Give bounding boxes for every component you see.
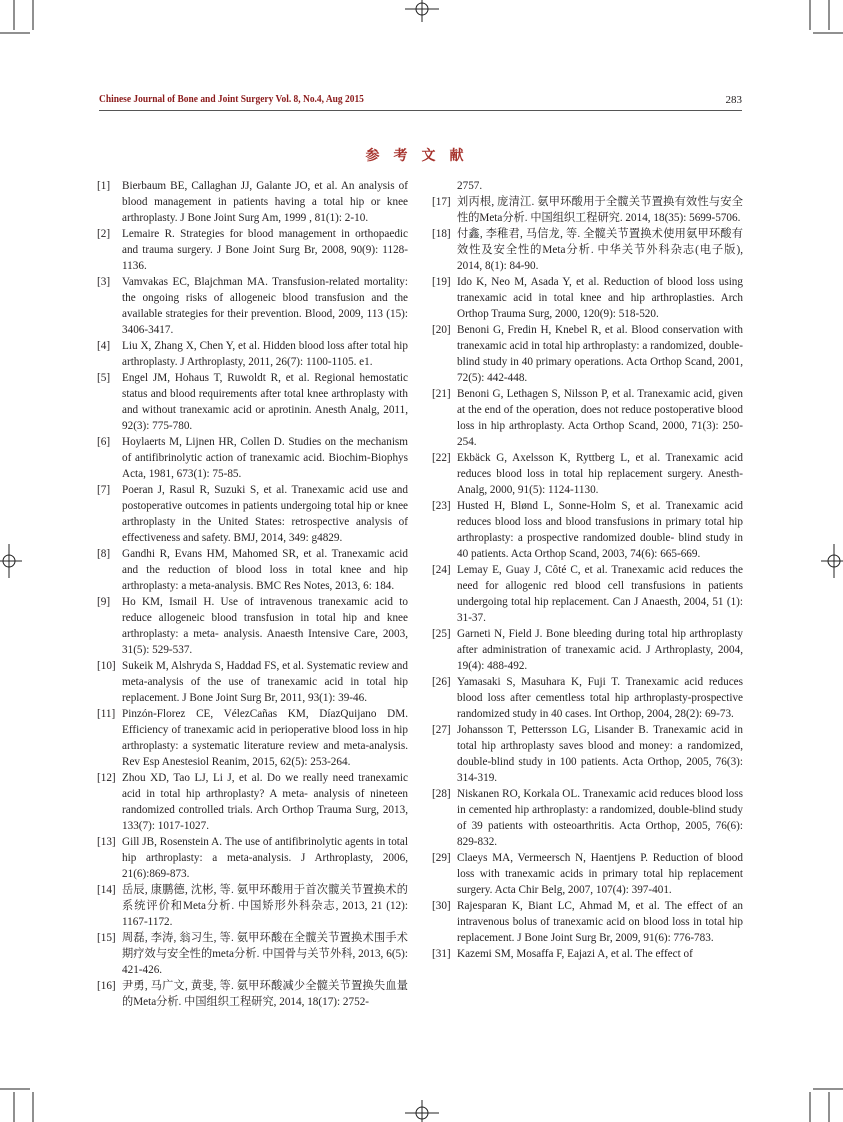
reference-text: Bierbaum BE, Callaghan JJ, Galante JO, et al. An analysis of blood management in patients having a total hip or knee arthroplasty. J Bone Joint Surg Am, 1999 , 81(1): 2-10. [122, 180, 408, 224]
reference-number: [30] [432, 900, 451, 912]
reference-number: [2] [97, 228, 111, 240]
reference-text: Niskanen RO, Korkala OL. Tranexamic acid reduces blood loss in cemented hip arthroplasty: a randomized, double-blind study of 39 patients with osteoarthritis. Acta Orthop, 2005, 76(6): 829-832. [457, 788, 743, 848]
reference-text: 刘丙根, 庞清江. 氨甲环酸用于全髋关节置换有效性与安全性的Meta分析. 中国组织工程研究. 2014, 18(35): 5699-5706. [457, 196, 743, 224]
reference-number: [14] [97, 884, 116, 896]
reference-item [97, 978, 408, 1010]
reference-text: 周磊, 李涛, 翁习生, 等. 氨甲环酸在全髋关节置换术围手术期疗效与安全性的meta分析. 中国骨与关节外科, 2013, 6(5): 421-426. [122, 932, 408, 976]
reference-text: Gill JB, Rosenstein A. The use of antifibrinolytic agents in total hip arthroplasty: a meta-analysis. J Arthroplasty, 2006, 21(6):869-873. [122, 836, 408, 880]
reference-text: 尹勇, 马广文, 黄斐, 等. 氨甲环酸减少全髋关节置换失血量的Meta分析. 中国组织工程研究, 2014, 18(17): 2752- [122, 980, 408, 1008]
reference-item [97, 338, 408, 370]
reference-number: [24] [432, 564, 451, 576]
reference-item [432, 194, 743, 226]
references-right-column [432, 178, 743, 962]
reference-item [432, 498, 743, 562]
reference-item [432, 226, 743, 274]
running-header [99, 94, 742, 111]
reference-item [432, 626, 743, 674]
reference-item [432, 274, 743, 322]
reference-number: [10] [97, 660, 116, 672]
reference-number: [31] [432, 948, 451, 960]
reference-item [97, 482, 408, 546]
reference-text: Lemay E, Guay J, Côté C, et al. Tranexamic acid reduces the need for allogenic red blood cell transfusions in patients undergoing total hip replacement. Can J Anaesth, 2004, 51 (1): 31-37. [457, 564, 743, 624]
reference-item [97, 178, 408, 226]
reference-item [432, 674, 743, 722]
reference-number: [7] [97, 484, 111, 496]
reference-continuation: 2757. [457, 180, 483, 192]
reference-item [432, 450, 743, 498]
reference-item [97, 770, 408, 834]
reference-text: Engel JM, Hohaus T, Ruwoldt R, et al. Regional hemostatic status and blood requirements after total knee arthroplasty with and without tranexamic acid or aprotinin. Anesth Analg, 2011, 92(3): 775-780. [122, 372, 408, 432]
reference-text: Ido K, Neo M, Asada Y, et al. Reduction of blood loss using tranexamic acid in total knee and hip arthroplasties. Arch Orthop Trauma Surg, 2000, 120(9): 518-520. [457, 276, 743, 320]
reference-item [432, 946, 743, 962]
reference-item [97, 706, 408, 770]
reference-item [432, 722, 743, 786]
reference-number: [17] [432, 196, 451, 208]
reference-number: [11] [97, 708, 116, 720]
reference-number: [16] [97, 980, 116, 992]
section-title: 参考文献 [365, 148, 478, 164]
reference-number: [3] [97, 276, 111, 288]
reference-text: Lemaire R. Strategies for blood management in orthopaedic and trauma surgery. J Bone Joint Surg Br, 2008, 90(9): 1128-1136. [122, 228, 408, 272]
reference-number: [12] [97, 772, 116, 784]
journal-title: Chinese Journal of Bone and Joint Surgery Vol. 8, No.4, Aug 2015 [99, 94, 364, 105]
reference-text: Poeran J, Rasul R, Suzuki S, et al. Tranexamic acid use and postoperative outcomes in patients undergoing total hip or knee arthroplasty in the United States: retrospective analysis of effectiveness and safety. BMJ, 2014, 349: g4829. [122, 484, 408, 544]
reference-text: 岳辰, 康鹏德, 沈彬, 等. 氨甲环酸用于首次髋关节置换术的系统评价和Meta分析. 中国矫形外科杂志, 2013, 21 (12): 1167-1172. [122, 884, 408, 928]
reference-item [432, 322, 743, 386]
reference-item [97, 834, 408, 882]
reference-number: [29] [432, 852, 451, 864]
reference-item [97, 226, 408, 274]
reference-item [97, 546, 408, 594]
reference-text: Johansson T, Pettersson LG, Lisander B. Tranexamic acid in total hip arthroplasty saves blood and money: a randomized, double-blind study in 100 patients. Acta Orthop, 2005, 76(3): 314-319. [457, 724, 743, 784]
reference-item [97, 930, 408, 978]
reference-text: Kazemi SM, Mosaffa F, Eajazi A, et al. The effect of [457, 948, 693, 960]
reference-item [97, 274, 408, 338]
reference-text: Benoni G, Lethagen S, Nilsson P, et al. Tranexamic acid, given at the end of the operation, does not reduce postoperative blood loss in hip arthroplasty. Acta Orthop Scand, 2000, 71(3): 250-254. [457, 388, 743, 448]
reference-number: [8] [97, 548, 111, 560]
reference-number: [22] [432, 452, 451, 464]
reference-number: [20] [432, 324, 451, 336]
reference-number: [4] [97, 340, 111, 352]
reference-item [432, 562, 743, 626]
reference-text: Husted H, Blønd L, Sonne-Holm S, et al. Tranexamic acid reduces blood loss and blood transfusions in primary total hip arthroplasty: a prospective randomized double- blind study in 40 patients. Acta Orthop Scand, 2003, 74(6): 665-669. [457, 500, 743, 560]
reference-number: [25] [432, 628, 451, 640]
reference-text: Garneti N, Field J. Bone bleeding during total hip arthroplasty after administration of tranexamic acid. J Arthroplasty, 2004, 19(4): 488-492. [457, 628, 743, 672]
reference-item [432, 850, 743, 898]
reference-number: [15] [97, 932, 116, 944]
reference-number: [28] [432, 788, 451, 800]
reference-item [97, 434, 408, 482]
reference-item [432, 386, 743, 450]
reference-item [97, 370, 408, 434]
reference-item [432, 786, 743, 850]
reference-item [97, 658, 408, 706]
reference-number: [19] [432, 276, 451, 288]
reference-number: [18] [432, 228, 451, 240]
reference-item [97, 882, 408, 930]
reference-item [97, 594, 408, 658]
reference-number: [5] [97, 372, 111, 384]
page-number: 283 [725, 94, 742, 106]
reference-text: Pinzón-Florez CE, VélezCañas KM, DíazQuijano DM. Efficiency of tranexamic acid in perioperative blood loss in hip arthroplasty: a systematic literature review and meta-analysis. Rev Esp Anestesiol Reanim, 2015, 62(5): 253-264. [122, 708, 408, 768]
reference-number: [21] [432, 388, 451, 400]
reference-text: Zhou XD, Tao LJ, Li J, et al. Do we really need tranexamic acid in total hip arthroplasty? A meta- analysis of nineteen randomized controlled trials. Arch Orthop Trauma Surg, 2013, 133(7): 1017-1027. [122, 772, 408, 832]
reference-item [432, 898, 743, 946]
reference-text: Gandhi R, Evans HM, Mahomed SR, et al. Tranexamic acid and the reduction of blood loss in total knee and hip arthroplasty: a meta-analysis. BMC Res Notes, 2013, 6: 184. [122, 548, 408, 592]
reference-number: [6] [97, 436, 111, 448]
reference-text: Claeys MA, Vermeersch N, Haentjens P. Reduction of blood loss with tranexamic acids in primary total hip replacement surgery. Acta Chir Belg, 2007, 107(4): 397-401. [457, 852, 743, 896]
reference-number: [23] [432, 500, 451, 512]
reference-text: Hoylaerts M, Lijnen HR, Collen D. Studies on the mechanism of antifibrinolytic action of tranexamic acid. Biochim-Biophys Acta, 1981, 673(1): 75-85. [122, 436, 408, 480]
reference-text: 付鑫, 李稚君, 马信龙, 等. 全髋关节置换术使用氨甲环酸有效性及安全性的Meta分析. 中华关节外科杂志(电子版), 2014, 8(1): 84-90. [457, 228, 743, 272]
reference-text: Rajesparan K, Biant LC, Ahmad M, et al. The effect of an intravenous bolus of tranexamic acid on blood loss in total hip replacement. J Bone Joint Surg Br, 2009, 91(6): 776-783. [457, 900, 743, 944]
reference-text: Vamvakas EC, Blajchman MA. Transfusion-related mortality: the ongoing risks of allogeneic blood transfusion and the available strategies for their prevention. Blood, 2009, 113 (15): 3406-3417. [122, 276, 408, 336]
reference-text: Sukeik M, Alshryda S, Haddad FS, et al. Systematic review and meta-analysis of the use of tranexamic acid in total hip replacement. J Bone Joint Surg Br, 2011, 93(1): 39-46. [122, 660, 408, 704]
reference-number: [27] [432, 724, 451, 736]
reference-text: Yamasaki S, Masuhara K, Fuji T. Tranexamic acid reduces blood loss after cementless total hip arthroplasty-prospective randomized study in 40 cases. Int Orthop, 2004, 28(2): 69-73. [457, 676, 743, 720]
reference-text: Ho KM, Ismail H. Use of intravenous tranexamic acid to reduce allogeneic blood transfusion in total hip and knee arthroplasty: a meta- analysis. Anaesth Intensive Care, 2003, 31(5): 529-537. [122, 596, 408, 656]
reference-number: [1] [97, 180, 111, 192]
reference-text: Benoni G, Fredin H, Knebel R, et al. Blood conservation with tranexamic acid in total hip arthroplasty: a randomized, double-blind study in 40 primary operations. Acta Orthop Scand, 2001, 72(5): 442-448. [457, 324, 743, 384]
reference-number: [9] [97, 596, 111, 608]
reference-number: [26] [432, 676, 451, 688]
references-left-column [97, 178, 408, 1010]
reference-number: [13] [97, 836, 116, 848]
reference-text: Ekbäck G, Axelsson K, Ryttberg L, et al. Tranexamic acid reduces blood loss in total hip replacement surgery. Anesth-Analg, 2000, 91(5): 1124-1130. [457, 452, 743, 496]
reference-text: Liu X, Zhang X, Chen Y, et al. Hidden blood loss after total hip arthroplasty. J Arthroplasty, 2011, 26(7): 1100-1105. e1. [122, 340, 408, 368]
